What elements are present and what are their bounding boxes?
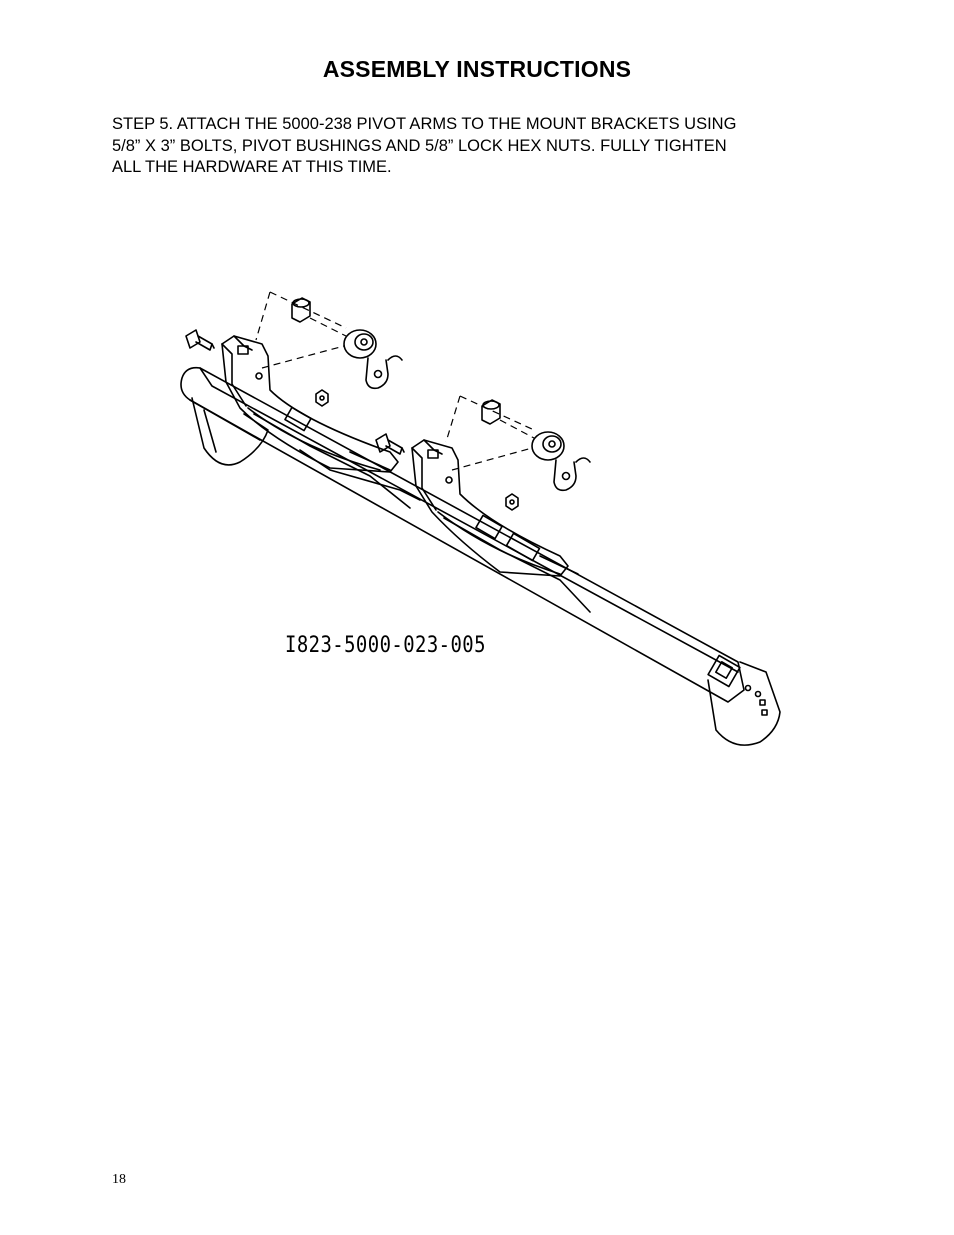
instruction-line: ALL THE HARDWARE AT THIS TIME.	[112, 158, 392, 176]
right-end-plate	[708, 655, 780, 745]
drawing-number: I823-5000-023-005	[285, 633, 486, 658]
page-title: ASSEMBLY INSTRUCTIONS	[322, 56, 632, 82]
right-pivot-arm	[412, 440, 590, 612]
pivot-eye-right	[532, 432, 590, 490]
bolt-right	[376, 434, 404, 454]
hex-nut-right	[506, 494, 518, 510]
pivot-bushing-right	[482, 400, 500, 424]
pivot-eye-left	[344, 330, 402, 388]
instruction-line: 5/8” X 3” BOLTS, PIVOT BUSHINGS AND 5/8” LOCK HEX NUTS. FULLY TIGHTEN	[112, 136, 727, 155]
page-number: 18	[112, 1172, 126, 1187]
instruction-line: STEP 5. ATTACH THE 5000-238 PIVOT ARMS TO THE MOUNT BRACKETS USING	[112, 115, 737, 133]
hex-nut-left	[316, 390, 328, 406]
bolt-left	[186, 330, 214, 350]
